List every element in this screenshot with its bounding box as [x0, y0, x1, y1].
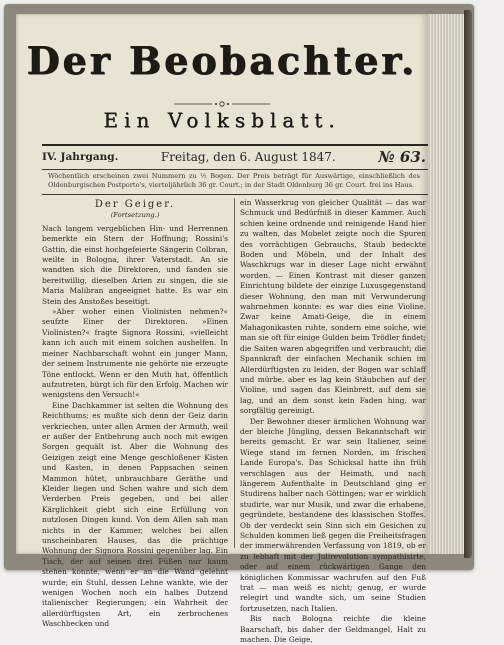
dateline	[42, 146, 426, 168]
book-spine	[464, 10, 472, 558]
article-paragraph: Eine Dachkammer ist selten die Wohnung des Reichthums; es mußte sich denn der Geiz darin verkriechen, unter allen Armen der Armuth, weil er außer der Entbehrung auch noch mit ewigen Sorgen gequält ist. Aber die Wohnung des Geizigen zeigt eine Menge geschloßener Kisten und Kasten, in denen Pappsachen seinen Mammon hütet, unbrauchbare Geräthe und Kleider liegen und Schen wahre und sich dem Verderben Preis gegeben, und bei aller Kärglichkeit giebt sich eine Erfüllung von nutzlosen Dingen kund. Von dem Allen sah man nichts in der Kammer, welches bei allen unscheinbaren Hauses, das die prächtige Wohnung der Signora Rossini gegenüber lag. Ein Tisch, der auf seinen drei Füßen nur kaum stehen konnte, wenn er an die Wand gelehnt wurde; ein Stuhl, dessen Lehne wankte, wie der wenigen Wochen noch ein halbes Dutzend italienischer Regierungen; ein Wahrheit der allerdürftigsten Art, ein zerbrochenes Waschbecken und	[42, 400, 228, 629]
article-column-left	[42, 198, 228, 629]
subscription-notice: Wöchentlich erscheinen zwei Nummern zu ½ Bogen. Der Preis beträgt für Auswärtige, einschließlich des Oldenburgischen Postporto's, vierteljährlich 36 gr. Court.; in der Stadt Oldenburg 36 gr. Court. frei ins Haus.	[48, 172, 420, 189]
issue-date: Freitag, den 6. August 1847.	[160, 150, 336, 164]
page-edges	[426, 14, 465, 554]
article-paragraph: »Aber woher einen Violinisten nehmen?« seufzte Einer der Direktoren. »Einen Violinisten?« fragte Signora Rossini, »vielleicht kann ich auch mit einem solchen aushelfen. In meiner Nachbarschaft wohnt ein junger Mann, der seinem Instrumente nie gehörte nie erzeugte Töne entlockt. Wenn er den Muth hat, öffentlich aufzutreten, bürgt ich für den Erfolg. Machen wir wenigstens den Versuch!«	[42, 307, 228, 400]
article-column-right	[240, 198, 426, 645]
article-paragraph: ein Wasserkrug von gleicher Qualität — das war Schmuck und Bedürfniß in dieser Kammer. Auch schien keine ordnende und reinigende Hand hier zu walten, das Mobelet zeigte noch die Spuren des vorrächtigen Gebrauchs, Staub bedeckte Boden und Möbeln, und der Inhalt des Waschkrugs war in dieser Lage nicht erwähnt worden. — Einen Kontrast mit dieser ganzen Einrichtung bildete der einzige Luxusgegenstand dieser Wohnung, den man mit Verwunderung wahrnehmen konnte: es war dies eine Violine. Zwar keine Amati-Geige, die in einem Mahagonikasten ruhte, sondern eine solche, wie man sie oft für einige Gulden beim Trödler findet; die Saiten waren abgegriffen und verbraucht; die Spannkraft der einfachen Mechanik schien im Allerdürftigsten zu leiden, der Bogen war schlaff und mürbe, aber es lag kein Stäubchen auf der Violine, und sagen das Kleinbrett, auf dem sie lag, und an dem sonst kein Faden hing, war sorgfältig gereinigt.	[240, 198, 426, 416]
article-subtitle: (Fortsetzung.)	[110, 211, 160, 220]
notice-rule	[42, 194, 428, 195]
article-paragraph: Der Bewohner dieser ärmlichen Wohnung war der bleiche Jüngling, dessen Bekanntschaft wir bereits gemacht. Er war sein Italiener, seine Wiege stand im fernen Norden, im frischen Lande Europa's. Das Schicksal hatte ihn früh verschlagen aus der Heimath, und nach längerem Aufenthalte in Deutschland ging er Studirens halber nach Göttingen; war er wirklich studirte, war nur Musik, und zwar die erhabene, gegründete, bestandene des klassischen Stoffes. Ob der verdeckt sein Sinn sich ein Gesichen zu Schulden kommen ließ gegen die Freiheitsfragen der immerwährenden Verfassung von 1819, ob er zu lebhaft mit der Julirevolution sympathisirte, oder auf einem rückwärtigen Gange den königlichen Kommissar wachrufen auf den Fuß trat — man weiß es nicht; genug, er wurde relegirt und wandte sich, um seine Studien fortzusetzen, nach Italien.	[240, 416, 426, 613]
article-paragraph: Bis nach Bologna reichte die kleine Baarschaft, bis daher der Geldmangel, Halt zu machen. Die Geige,	[240, 614, 426, 645]
article-paragraph: Nach langem vergeblichen Hin- und Herrennen bemerkte ein Stern der Hoffnung; Rossini's Gattin, die einst hochgefeierte Sängerin Colbran, weilte in Bologna, ihrer Vaterstadt. An sie wandten sich die Direktoren, und fanden sie bereitwillig, dieselben Arien zu singen, die sie Maria Malibran angeeignet hatte. Es war ein Stein des Anstoßes beseitigt.	[42, 223, 228, 306]
newspaper-page	[16, 14, 428, 645]
header-rule-bottom	[42, 169, 428, 170]
article-title: Der Geiger.	[94, 199, 176, 210]
masthead-subtitle: Ein Volksblatt.	[103, 108, 341, 132]
masthead-title: Der Beobachter.	[26, 38, 418, 83]
volume-label: IV. Jahrgang.	[42, 151, 119, 163]
ornament-divider	[172, 100, 272, 108]
column-divider	[234, 198, 235, 548]
issue-number: № 63.	[378, 148, 426, 166]
